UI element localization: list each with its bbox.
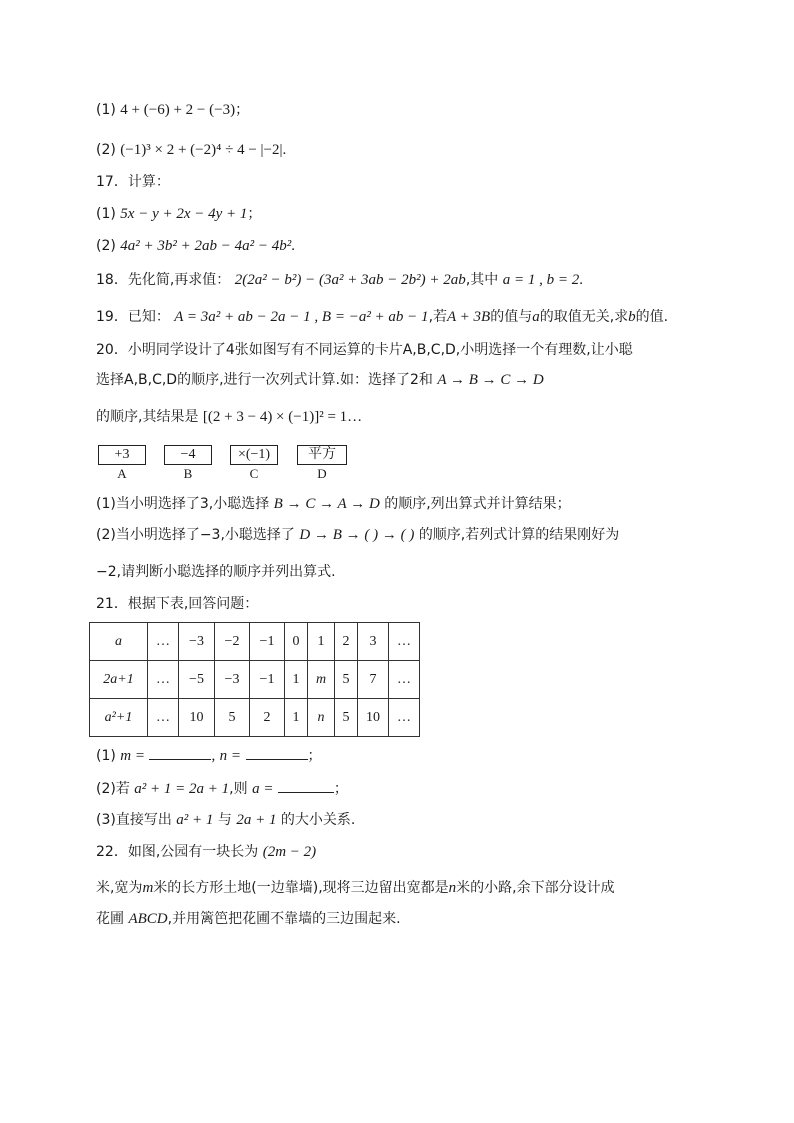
q16-part1-expression: 4 + (−6) + 2 − (−3) xyxy=(120,102,236,118)
q18-expression: 2(2a² − b²) − (3a² + 3ab − 2b²) + 2ab xyxy=(234,272,466,288)
table-cell: 2a+1 xyxy=(90,661,148,699)
q20-part1 xyxy=(96,494,571,514)
card-a: +3 xyxy=(98,445,146,465)
q17-part2-number: (2) xyxy=(96,238,116,254)
table-cell: … xyxy=(389,699,420,737)
q21-part2-end: ； xyxy=(333,781,348,797)
q19-text4: 的值. xyxy=(635,309,669,325)
q17-part2 xyxy=(96,236,295,256)
q17-part1-expression: 5x − y + 2x − 4y + 1 xyxy=(120,206,248,222)
q18 xyxy=(96,270,583,290)
q21-part3-end: 的大小关系. xyxy=(280,812,356,828)
q17-part1-end: ； xyxy=(247,206,262,222)
q21-table xyxy=(89,622,420,737)
q21-part2-text: (2)若 xyxy=(96,781,130,797)
table-cell: a xyxy=(90,623,148,661)
q22-var-m: m xyxy=(142,880,154,896)
table-cell: −1 xyxy=(250,623,285,661)
q20-line3-end: … xyxy=(347,409,363,425)
q20-line3-expression: [(2 + 3 − 4) × (−1)]² = 1 xyxy=(202,409,348,425)
q22-prefix: 22．如图,公园有一块长为 xyxy=(96,844,259,860)
q16-part1-end: ； xyxy=(235,102,250,118)
q19-prefix: 19．已知： xyxy=(96,309,170,325)
q20-part2-end: 的顺序,若列式计算的结果刚好为 xyxy=(418,527,620,543)
q18-prefix: 18．先化简,再求值： xyxy=(96,272,231,288)
q21-part3-expr2: 2a + 1 xyxy=(236,812,277,828)
table-cell: 5 xyxy=(335,699,358,737)
table-cell: 1 xyxy=(285,699,308,737)
q18-condition: a = 1 , b = 2 xyxy=(502,272,580,288)
table-cell: … xyxy=(389,623,420,661)
q16-part1-number: (1) xyxy=(96,102,116,118)
q20-line1: 20．小明同学设计了4张如图写有不同运算的卡片A,B,C,D,小明选择一个有理数,让小聪 xyxy=(96,342,633,358)
q22-line2-a: 米,宽为 xyxy=(96,880,143,896)
q20-part1-end: 的顺序,列出算式并计算结果； xyxy=(384,496,571,512)
table-cell: −3 xyxy=(215,661,250,699)
q19-text2: 的值与 xyxy=(490,309,533,325)
q22-line3-b: ,并用篱笆把花圃不靠墙的三边围起来. xyxy=(167,911,401,927)
q20-line3-text: 的顺序,其结果是 xyxy=(96,409,199,425)
table-cell: −5 xyxy=(179,661,215,699)
q17-part1 xyxy=(96,204,261,224)
q20-part2-text: (2)当小明选择了−3,小聪选择了 xyxy=(96,527,295,543)
table-row xyxy=(90,699,420,737)
q21-part1-end: ； xyxy=(307,748,322,764)
q20-part2-cont: −2,请判断小聪选择的顺序并列出算式. xyxy=(96,564,336,580)
a-answer-blank[interactable] xyxy=(278,778,334,793)
card-b: −4 xyxy=(164,445,212,465)
q19-var-a: a xyxy=(532,309,540,325)
q20-part2-sequence: D → B → ( ) → ( ) xyxy=(299,527,415,543)
q16-part2-expression: (−1)³ × 2 + (−2)⁴ ÷ 4 − |−2| xyxy=(120,142,283,158)
table-cell: n xyxy=(308,699,335,737)
q18-mid: ,其中 xyxy=(465,272,499,288)
q17-title: 17．计算： xyxy=(96,174,170,190)
q17-part2-expression: 4a² + 3b² + 2ab − 4a² − 4b² xyxy=(120,238,292,254)
q19-a-plus-3b: A + 3B xyxy=(447,309,491,325)
m-answer-blank[interactable] xyxy=(149,745,211,760)
card-d-label: D xyxy=(317,466,327,481)
q16-part2-number: (2) xyxy=(96,142,116,158)
table-cell: 5 xyxy=(335,661,358,699)
table-cell: 2 xyxy=(335,623,358,661)
table-cell: … xyxy=(148,623,179,661)
q21-part2 xyxy=(96,778,348,799)
q21-n-label: n = xyxy=(219,748,242,764)
q19 xyxy=(96,307,668,327)
q22-line3-a: 花圃 xyxy=(96,911,124,927)
q20-line3 xyxy=(96,407,362,427)
q20-line2 xyxy=(96,370,544,390)
table-cell: 3 xyxy=(358,623,389,661)
q21-part3-and: 与 xyxy=(217,812,232,828)
q22-line2-b: 米的长方形土地(一边靠墙),现将三边留出宽都是 xyxy=(153,880,449,896)
n-answer-blank[interactable] xyxy=(246,745,308,760)
q22-var-n: n xyxy=(448,880,457,896)
table-row xyxy=(90,661,420,699)
table-cell: 10 xyxy=(358,699,389,737)
q22-line2-c: 米的小路,余下部分设计成 xyxy=(456,880,615,896)
table-cell: 1 xyxy=(308,623,335,661)
q17-part2-end: . xyxy=(291,238,296,254)
table-cell: 0 xyxy=(285,623,308,661)
q21-a-label: a = xyxy=(252,781,274,797)
q20-line2-sequence: A → B → C → D xyxy=(437,372,544,388)
card-a-label: A xyxy=(117,466,127,481)
q16-part1 xyxy=(96,100,249,120)
q18-end: . xyxy=(579,272,583,288)
table-cell: −2 xyxy=(215,623,250,661)
q21-title: 21．根据下表,回答问题： xyxy=(96,596,259,612)
q19-expression: A = 3a² + ab − 2a − 1 , B = −a² + ab − 1 xyxy=(174,309,429,325)
table-cell: … xyxy=(148,661,179,699)
q16-part2-end: . xyxy=(282,142,287,158)
q19-text1: ,若 xyxy=(428,309,448,325)
q22-abcd: ABCD xyxy=(128,911,168,927)
q21-part3-expr1: a² + 1 xyxy=(176,812,214,828)
q20-part2 xyxy=(96,525,619,545)
card-d: 平方 xyxy=(297,445,347,465)
q21-part3-text: (3)直接写出 xyxy=(96,812,172,828)
q22-expression: (2m − 2) xyxy=(262,844,317,860)
table-cell: 10 xyxy=(179,699,215,737)
q22-line1 xyxy=(96,842,316,862)
table-cell: … xyxy=(148,699,179,737)
q21-part2-then: ,则 xyxy=(229,781,248,797)
q16-part2 xyxy=(96,140,286,160)
q22-line3 xyxy=(96,909,401,929)
q20-part1-sequence: B → C → A → D xyxy=(273,496,380,512)
q22-line2 xyxy=(96,878,615,898)
card-c-label: C xyxy=(249,466,259,481)
card-c: ×(−1) xyxy=(230,445,278,465)
q21-part1-number: (1) xyxy=(96,748,116,764)
q20-line2-text: 选择A,B,C,D的顺序,进行一次列式计算.如：选择了2和 xyxy=(96,372,433,388)
q19-text3: 的取值无关,求 xyxy=(539,309,629,325)
q21-part3 xyxy=(96,810,355,830)
q21-part2-expression: a² + 1 = 2a + 1 xyxy=(134,781,230,797)
table-cell: … xyxy=(389,661,420,699)
table-row xyxy=(90,623,420,661)
table-cell: 2 xyxy=(250,699,285,737)
q21-separator: , xyxy=(211,748,216,764)
q21-m-label: m = xyxy=(120,748,146,764)
table-cell: −1 xyxy=(250,661,285,699)
table-cell: −3 xyxy=(179,623,215,661)
table-cell: 5 xyxy=(215,699,250,737)
card-b-label: B xyxy=(183,466,193,481)
q20-part1-text: (1)当小明选择了3,小聪选择 xyxy=(96,496,270,512)
q17-part1-number: (1) xyxy=(96,206,116,222)
table-cell: 1 xyxy=(285,661,308,699)
table-cell: a²+1 xyxy=(90,699,148,737)
table-cell: m xyxy=(308,661,335,699)
q21-part1 xyxy=(96,745,322,766)
q19-var-b: b xyxy=(628,309,636,325)
table-cell: 7 xyxy=(358,661,389,699)
